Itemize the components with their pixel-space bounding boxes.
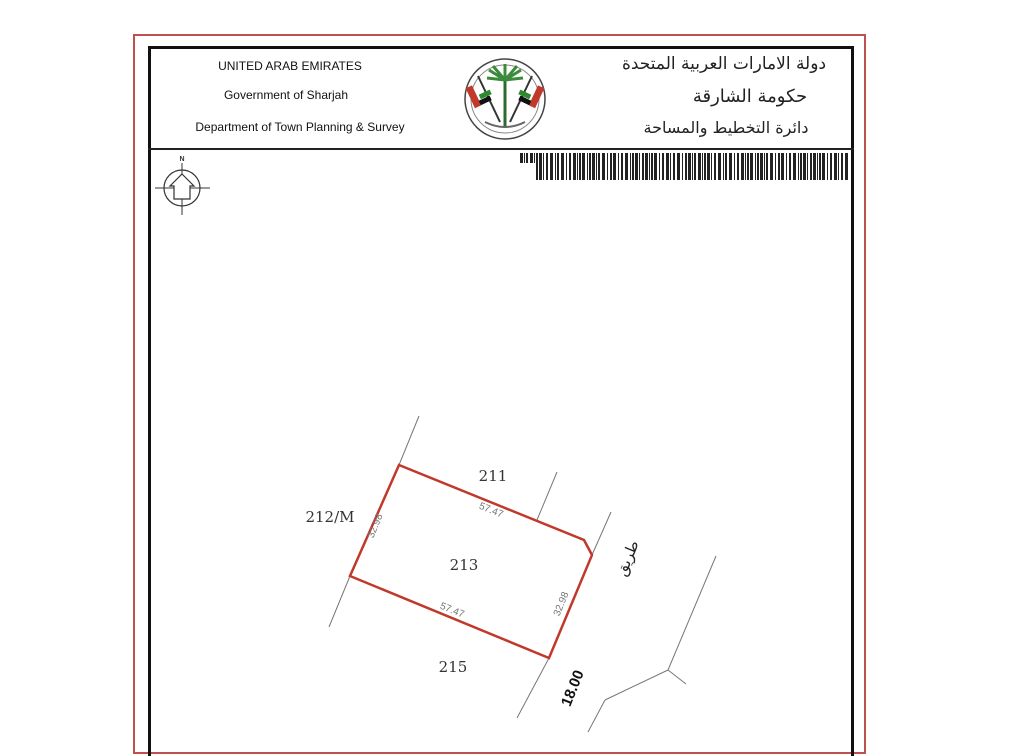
barcode-bar xyxy=(757,153,759,180)
road-name-label: طريق xyxy=(612,537,643,579)
barcode-bar xyxy=(579,153,581,180)
header-government-en: Government of Sharjah xyxy=(223,88,349,102)
dimension-right: 32.98 xyxy=(551,590,572,618)
barcode-bar xyxy=(845,153,848,180)
plot-212m-label: 212/M xyxy=(305,508,355,526)
barcode-bar xyxy=(582,153,585,180)
barcode-bar xyxy=(734,153,735,180)
barcode-bar xyxy=(651,153,653,180)
barcode-bar xyxy=(760,153,763,180)
barcode-bar xyxy=(577,153,578,180)
barcode-bar xyxy=(654,153,657,180)
barcode-bar xyxy=(666,153,669,180)
barcode-bar xyxy=(698,153,701,180)
barcode-bar xyxy=(755,153,756,180)
barcode-bar xyxy=(694,153,696,180)
barcode-bar xyxy=(682,153,683,180)
barcode-bar xyxy=(841,153,843,180)
barcode-bar xyxy=(632,153,634,180)
barcode-bar xyxy=(534,153,535,163)
barcode-bar xyxy=(598,153,600,180)
barcode-bar xyxy=(649,153,650,180)
barcode-bar xyxy=(569,153,571,180)
barcode-bar xyxy=(621,153,623,180)
barcode-bar xyxy=(786,153,787,180)
barcode-bar xyxy=(714,153,716,180)
barcode-bar xyxy=(729,153,732,180)
north-arrow-icon xyxy=(155,163,210,215)
barcode-bar xyxy=(645,153,648,180)
barcode-bar xyxy=(793,153,796,180)
barcode-bar xyxy=(803,153,806,180)
barcode xyxy=(520,153,848,180)
barcode-bar xyxy=(635,153,638,180)
barcode-bar xyxy=(775,153,776,180)
barcode-bar xyxy=(589,153,591,180)
header-country-ar: دولة الامارات العربية المتحدة xyxy=(621,54,827,74)
dimension-top: 57.47 xyxy=(477,500,505,521)
plot-211-label: 211 xyxy=(478,467,508,485)
barcode-bar xyxy=(707,153,710,180)
barcode-bar xyxy=(819,153,821,180)
barcode-bar xyxy=(566,153,567,180)
barcode-bar xyxy=(766,153,768,180)
barcode-bar xyxy=(822,153,825,180)
barcode-bar xyxy=(718,153,721,180)
plot-213-label: 213 xyxy=(449,556,479,574)
barcode-bar xyxy=(524,153,525,163)
barcode-bar xyxy=(520,153,523,163)
barcode-bar xyxy=(557,153,559,180)
barcode-bar xyxy=(827,153,828,180)
barcode-bar xyxy=(602,153,605,180)
barcode-bar xyxy=(737,153,739,180)
barcode-bar xyxy=(702,153,703,180)
barcode-bar xyxy=(834,153,837,180)
barcode-bar xyxy=(561,153,564,180)
barcode-bar xyxy=(770,153,773,180)
barcode-bar xyxy=(838,153,839,180)
barcode-bar xyxy=(778,153,780,180)
header-department-ar: دائرة التخطيط والمساحة xyxy=(643,118,809,137)
barcode-bar xyxy=(607,153,608,180)
barcode-bar xyxy=(625,153,628,180)
barcode-bar xyxy=(725,153,727,180)
barcode-bar xyxy=(596,153,597,180)
barcode-bar xyxy=(813,153,816,180)
barcode-bar xyxy=(670,153,671,180)
barcode-bar xyxy=(550,153,553,180)
plot-215-label: 215 xyxy=(438,658,468,676)
barcode-bar xyxy=(747,153,749,180)
barcode-bar xyxy=(639,153,640,180)
barcode-bar xyxy=(610,153,612,180)
barcode-bar xyxy=(677,153,680,180)
barcode-bar xyxy=(662,153,664,180)
barcode-bar xyxy=(587,153,588,180)
parcel-lines xyxy=(329,416,716,732)
barcode-bar xyxy=(573,153,576,180)
barcode-bar xyxy=(543,153,544,180)
barcode-bar xyxy=(692,153,693,180)
barcode-bar xyxy=(618,153,619,180)
barcode-bar xyxy=(555,153,556,180)
barcode-bar xyxy=(789,153,791,180)
barcode-bar xyxy=(723,153,724,180)
header-department-en: Department of Town Planning & Survey xyxy=(195,120,405,134)
barcode-bar xyxy=(642,153,644,180)
barcode-bar xyxy=(539,153,542,180)
barcode-bar xyxy=(750,153,753,180)
barcode-bar xyxy=(530,153,533,163)
barcode-bar xyxy=(830,153,832,180)
road-width-label: 18.00 xyxy=(557,667,588,709)
barcode-bar xyxy=(659,153,660,180)
barcode-bar xyxy=(546,153,548,180)
barcode-bar xyxy=(592,153,595,180)
barcode-bar xyxy=(741,153,744,180)
barcode-bar xyxy=(798,153,799,180)
dimension-bottom: 57.47 xyxy=(438,600,466,621)
barcode-bar xyxy=(764,153,765,180)
barcode-bar xyxy=(613,153,616,180)
barcode-bar xyxy=(630,153,631,180)
barcode-bar xyxy=(810,153,812,180)
barcode-bar xyxy=(673,153,675,180)
barcode-bar xyxy=(745,153,746,180)
barcode-bar xyxy=(711,153,712,180)
barcode-bar xyxy=(807,153,808,180)
barcode-bar xyxy=(800,153,802,180)
header-government-ar: حكومة الشارقة xyxy=(692,86,808,107)
barcode-bar xyxy=(536,153,538,180)
barcode-bar xyxy=(817,153,818,180)
barcode-bar xyxy=(685,153,687,180)
sharjah-emblem-icon xyxy=(465,59,545,139)
north-label: N xyxy=(179,156,185,163)
barcode-bar xyxy=(526,153,528,163)
dimension-left: 32.98 xyxy=(365,512,386,540)
barcode-bar xyxy=(781,153,784,180)
barcode-bar xyxy=(688,153,691,180)
barcode-bar xyxy=(704,153,706,180)
header-country-en: UNITED ARAB EMIRATES xyxy=(218,59,362,73)
